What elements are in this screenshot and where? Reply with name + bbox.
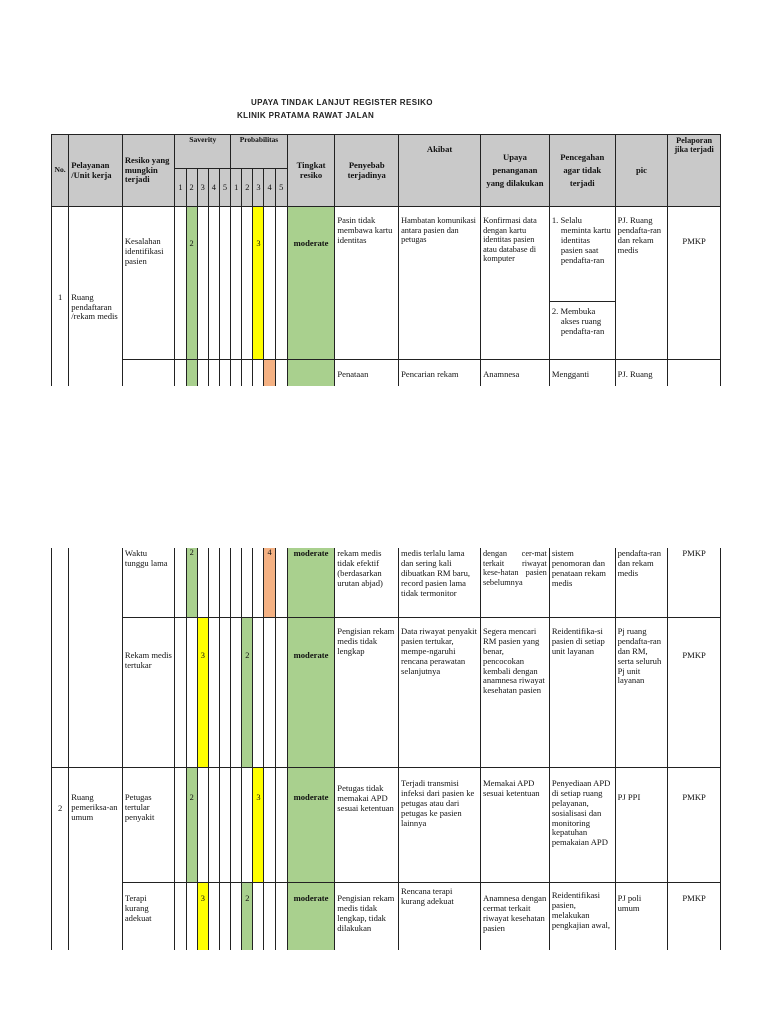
header-pic: pic xyxy=(615,135,668,207)
akibat-cell: Data riwayat penyakit pasien tertukar, mempe-ngaruhi rencana perawatan selanjutnya xyxy=(399,618,481,768)
pelaporan-cell: PMKP xyxy=(668,768,721,883)
akibat-cell: medis terlalu lama dan sering kali dibuatkan RM baru, record pasien lama tidak termonitor xyxy=(399,548,481,618)
tingkat-badge: moderate xyxy=(287,883,335,951)
tingkat-badge: moderate xyxy=(287,207,335,360)
severity-scale-3: 3 xyxy=(197,169,208,207)
register-table-page-1 xyxy=(51,134,721,386)
table-row xyxy=(52,548,721,618)
tingkat-badge: moderate xyxy=(287,548,335,618)
probability-value: 2 xyxy=(242,618,253,768)
resiko-cell: Terapi kurang adekuat xyxy=(122,883,175,951)
prob-scale-4: 4 xyxy=(264,169,275,207)
penyebab-cell: Pengisian rekam medis tidak lengkap xyxy=(335,618,399,768)
upaya-cell: Anamnesa dengan cermat terkait riwayat kesehatan pasien xyxy=(481,883,550,951)
resiko-cell: Waktu tunggu lama xyxy=(122,548,175,618)
pencegahan-cell: Penyediaan APD di setiap ruang pelayanan, sosialisasi dan monitoring kepatuhan pemakaian APD xyxy=(549,768,615,883)
unit-cell: Ruang pemeriksa-an umum xyxy=(69,768,123,951)
akibat-cell: Pencarian rekam xyxy=(399,360,481,387)
severity-scale-1: 1 xyxy=(175,169,186,207)
severity-value: 2 xyxy=(186,768,197,883)
probability-value: 2 xyxy=(242,883,253,951)
document-subtitle: KLINIK PRATAMA RAWAT JALAN xyxy=(237,111,375,120)
pic-cell: PJ. Ruang xyxy=(615,360,668,387)
penyebab-cell: Petugas tidak memakai APD sesuai ketentuan xyxy=(335,768,399,883)
header-pelaporan: Pelaporan jika terjadi xyxy=(668,135,721,207)
pencegahan-cell: Reidentifika-si pasien di setiap unit layanan xyxy=(549,618,615,768)
severity-value: 2 xyxy=(186,207,197,360)
pelaporan-cell: PMKP xyxy=(668,548,721,618)
pelaporan-cell: PMKP xyxy=(668,207,721,360)
pic-cell: pendafta-ran dan rekam medis xyxy=(615,548,668,618)
akibat-cell: Rencana terapi kurang adekuat xyxy=(399,883,481,951)
header-severity: Saverity xyxy=(175,135,231,169)
upaya-cell: dengan cer-mat terkait riwayat kese-hatan pasien sebelumnya xyxy=(481,548,550,618)
pencegahan-item-2: 2. Membuka akses ruang pendafta-ran xyxy=(549,302,615,360)
pencegahan-cell: Mengganti xyxy=(549,360,615,387)
document-title: UPAYA TINDAK LANJUT REGISTER RESIKO xyxy=(251,98,433,107)
prob-scale-2: 2 xyxy=(242,169,253,207)
resiko-cell: Rekam medis tertukar xyxy=(122,618,175,768)
severity-value: 3 xyxy=(197,883,208,951)
severity-scale-2: 2 xyxy=(186,169,197,207)
header-tingkat: Tingkat resiko xyxy=(287,135,335,207)
header-pencegahan: Pencegahan agar tidak terjadi xyxy=(549,135,615,207)
penyebab-cell: Pasin tidak membawa kartu identitas xyxy=(335,207,399,360)
table-row xyxy=(52,618,721,768)
unit-cell: Ruang pendaftaran /rekam medis xyxy=(69,207,123,387)
severity-scale-4: 4 xyxy=(208,169,219,207)
upaya-cell: Segera mencari RM pasien yang benar, pencocokan kembali dengan anamnesa riwayat kesehatan pasien xyxy=(481,618,550,768)
header-upaya: Upaya penanganan yang dilakukan xyxy=(481,135,550,207)
header-resiko: Resiko yang mungkin terjadi xyxy=(122,135,175,207)
row-number: 2 xyxy=(52,768,69,951)
penyebab-cell: Pengisian rekam medis tidak lengkap, tidak dilakukan xyxy=(335,883,399,951)
severity-value: 3 xyxy=(197,618,208,768)
severity-value: 2 xyxy=(186,548,197,618)
prob-scale-1: 1 xyxy=(231,169,242,207)
prob-scale-3: 3 xyxy=(253,169,264,207)
table-row xyxy=(52,207,721,302)
header-akibat: Akibat xyxy=(399,135,481,207)
upaya-cell: Anamnesa xyxy=(481,360,550,387)
pelaporan-cell: PMKP xyxy=(668,883,721,951)
pelaporan-cell: PMKP xyxy=(668,618,721,768)
table-row xyxy=(52,360,721,387)
penyebab-cell: Penataan xyxy=(335,360,399,387)
table-row xyxy=(52,883,721,951)
row-number: 1 xyxy=(52,207,69,387)
header-penyebab: Penyebab terjadinya xyxy=(335,135,399,207)
resiko-cell: Kesalahan identifikasi pasien xyxy=(122,207,175,360)
akibat-cell: Terjadi transmisi infeksi dari pasien ke petugas atau dari petugas ke pasien lainnya xyxy=(399,768,481,883)
table-row xyxy=(52,768,721,883)
probability-value: 4 xyxy=(264,548,275,618)
pic-cell: PJ PPI xyxy=(615,768,668,883)
register-table-page-2 xyxy=(51,548,721,950)
probability-value: 3 xyxy=(253,768,264,883)
tingkat-badge: moderate xyxy=(287,768,335,883)
probability-value: 3 xyxy=(253,207,264,360)
pic-cell: PJ poli umum xyxy=(615,883,668,951)
akibat-cell: Hambatan komunikasi antara pasien dan petugas xyxy=(399,207,481,360)
header-probabilitas: Probabilitas xyxy=(231,135,288,169)
pencegahan-cell: sistem penomoran dan penataan rekam medis xyxy=(549,548,615,618)
pencegahan-cell: Reidentifikasi pasien, melakukan pengkajian awal, xyxy=(549,883,615,951)
header-pelayanan: Pelayanan /Unit kerja xyxy=(69,135,123,207)
prob-scale-5: 5 xyxy=(275,169,287,207)
penyebab-cell: rekam medis tidak efektif (berdasarkan urutan abjad) xyxy=(335,548,399,618)
severity-scale-5: 5 xyxy=(219,169,230,207)
tingkat-badge: moderate xyxy=(287,618,335,768)
resiko-cell: Petugas tertular penyakit xyxy=(122,768,175,883)
pencegahan-item-1: 1. Selalu meminta kartu identitas pasien saat pendafta-ran xyxy=(549,207,615,302)
header-no: No. xyxy=(52,135,69,207)
pic-cell: PJ. Ruang pendafta-ran dan rekam medis xyxy=(615,207,668,360)
upaya-cell: Konfirmasi data dengan kartu identitas pasien atau database di komputer xyxy=(481,207,550,360)
pic-cell: Pj ruang pendafta-ran dan RM, serta seluruh Pj unit layanan xyxy=(615,618,668,768)
upaya-cell: Memakai APD sesuai ketentuan xyxy=(481,768,550,883)
